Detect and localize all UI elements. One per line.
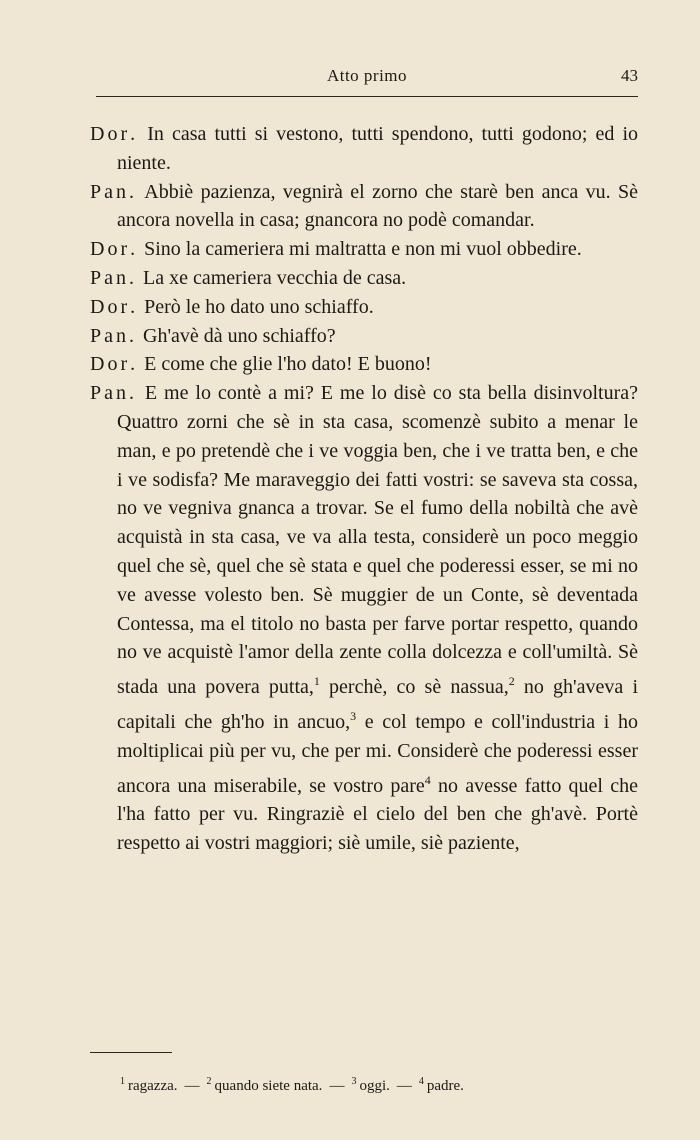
speaker-name: Dor	[90, 353, 131, 376]
speech-line: Pan. Abbiè pazienza, vegnirà el zorno che starè ben anca vu. Sè ancora novella in casa; gnancora no podè comandar.	[90, 180, 638, 232]
footnote-ref: 2	[508, 674, 515, 689]
speech-line: Dor. In casa tutti si vestono, tutti spendono, tutti godono; ed io niente.	[90, 123, 639, 174]
footnote-separator: —	[396, 1078, 412, 1094]
speech-text: perchè, co sè nassua,	[319, 676, 509, 699]
speech-line: Pan. Gh'avè dà uno schiaffo?	[90, 324, 336, 347]
page-number: 43	[621, 66, 638, 85]
footnote-text: oggi.	[359, 1078, 390, 1094]
speech-text: no avesse fatto quel che l'ha fatto per vu. Ringraziè el cielo del ben che gh'avè. Portè respetto ai vostri maggiori; siè umile, siè paziente,	[117, 774, 638, 855]
header-rule	[96, 96, 638, 97]
speech-text: Però le ho dato uno schiaffo.	[144, 295, 374, 318]
dialogue-text	[90, 120, 638, 858]
speaker-name: Dor	[90, 123, 131, 145]
speech-text: e col tempo e coll'industria i ho moltiplicai più per vu, che per mi. Considerè che poderessi esser ancora una miserabile, se vostro pare	[117, 710, 638, 797]
running-title: Atto primo	[326, 66, 408, 85]
speech-text: no gh'aveva i capitali che gh'ho in ancuo,	[117, 676, 639, 733]
footnote-mark: 4	[418, 1076, 424, 1087]
speech-text: La xe cameriera vecchia de casa.	[143, 266, 407, 289]
speech-text: Abbiè pazienza, vegnirà el zorno che starè ben anca vu. Sè ancora novella in casa; gnancora no podè comandar.	[117, 180, 638, 232]
speech-text: E me lo contè a mi? E me lo disè co sta bella disinvoltura? Quattro zorni che sè in sta casa, scomenzè subito a menar le man, e po pretendè che i ve voggia ben, che i ve tratta ben, e che i ve sodisfa? Me maraveggio dei fatti vostri: se saveva sta cossa, no ve vegniva gnanca a trovar. Se el fumo della nobiltà che avè acquistà in sta casa, ve va alla testa, considerè un poco meggio quel che sè, quel che sè stata e quel che poderessi esser, se mi no ve avesse volesto ben. Sè muggier de un Conte, sè deventada Contessa, ma el titolo no basta per farve portar respetto, quando no ve acquistè l'amor della zente colla dolcezza e coll'umiltà. Sè stada una povera putta,	[117, 382, 638, 699]
footnote-text: quando siete nata.	[214, 1078, 323, 1094]
speech-line: Dor. E come che glie l'ho dato! E buono!	[90, 353, 432, 376]
speech-text: Sino la cameriera mi maltratta e non mi vuol obbedire.	[144, 238, 582, 261]
footnote-ref: 3	[350, 708, 357, 723]
running-head	[96, 66, 638, 94]
speech-text: E come che glie l'ho dato! E buono!	[144, 353, 432, 376]
speaker-name: Pan	[90, 324, 129, 347]
footnote-rule	[90, 1052, 172, 1053]
speech-line: Pan. La xe cameriera vecchia de casa.	[90, 266, 407, 289]
footnote-text: ragazza.	[128, 1078, 178, 1094]
footnote-text: padre.	[426, 1078, 464, 1094]
speaker-name: Pan	[90, 180, 129, 203]
speech-text: In casa tutti si vestono, tutti spendono, tutti godono; ed io niente.	[117, 123, 639, 174]
speech-line: Dor. Sino la cameriera mi maltratta e non mi vuol obbedire.	[90, 238, 582, 261]
footnote-ref: 1	[313, 674, 320, 689]
speech-text: Gh'avè dà uno schiaffo?	[143, 324, 336, 347]
footnotes	[120, 1072, 620, 1096]
footnote-separator: —	[329, 1078, 345, 1094]
speaker-name: Pan	[90, 382, 129, 405]
footnote-mark: 2	[206, 1076, 212, 1087]
footnote-separator: —	[184, 1078, 200, 1094]
footnote-ref: 4	[424, 772, 431, 787]
speech-line: Dor. Però le ho dato uno schiaffo.	[90, 295, 374, 318]
footnote-mark: 1	[120, 1076, 125, 1087]
footnote-mark: 3	[351, 1076, 357, 1087]
speaker-name: Dor	[90, 238, 131, 261]
speech-line: Pan. E me lo contè a mi? E me lo disè co sta bella disinvoltura? Quattro zorni che sè in sta casa, scomenzè subito a menar le man, e po pretendè che i ve voggia ben, che i ve tratta ben, e che i ve sodisfa? Me maraveggio dei fatti vostri: se saveva sta cossa, no ve vegniva gnanca a trovar. Se el fumo della nobiltà che avè acquistà in sta casa, ve va alla testa, considerè un poco meggio quel che sè, quel che sè stata e quel che poderessi esser, se mi no ve avesse volesto ben. Sè muggier de un Conte, sè deventada Contessa, ma el titolo no basta per farve portar respetto, quando no ve acquistè l'amor della zente colla dolcezza e coll'umiltà. Sè stada una povera putta,$^1$ perchè, co sè nassua,$^2$ no gh'aveva i capitali che gh'ho in ancuo,$^3$ e col tempo e coll'industria i ho moltiplicai più per vu, che per mi. Considerè che poderessi esser ancora una miserabile, se vostro pare$^4$ no avesse fatto quel che l'ha fatto per vu. Ringraziè el cielo del ben che gh'avè. Portè respetto ai vostri maggiori; siè umile, siè paziente,	[90, 382, 639, 855]
speaker-name: Pan	[90, 266, 129, 289]
speaker-name: Dor	[90, 295, 131, 318]
